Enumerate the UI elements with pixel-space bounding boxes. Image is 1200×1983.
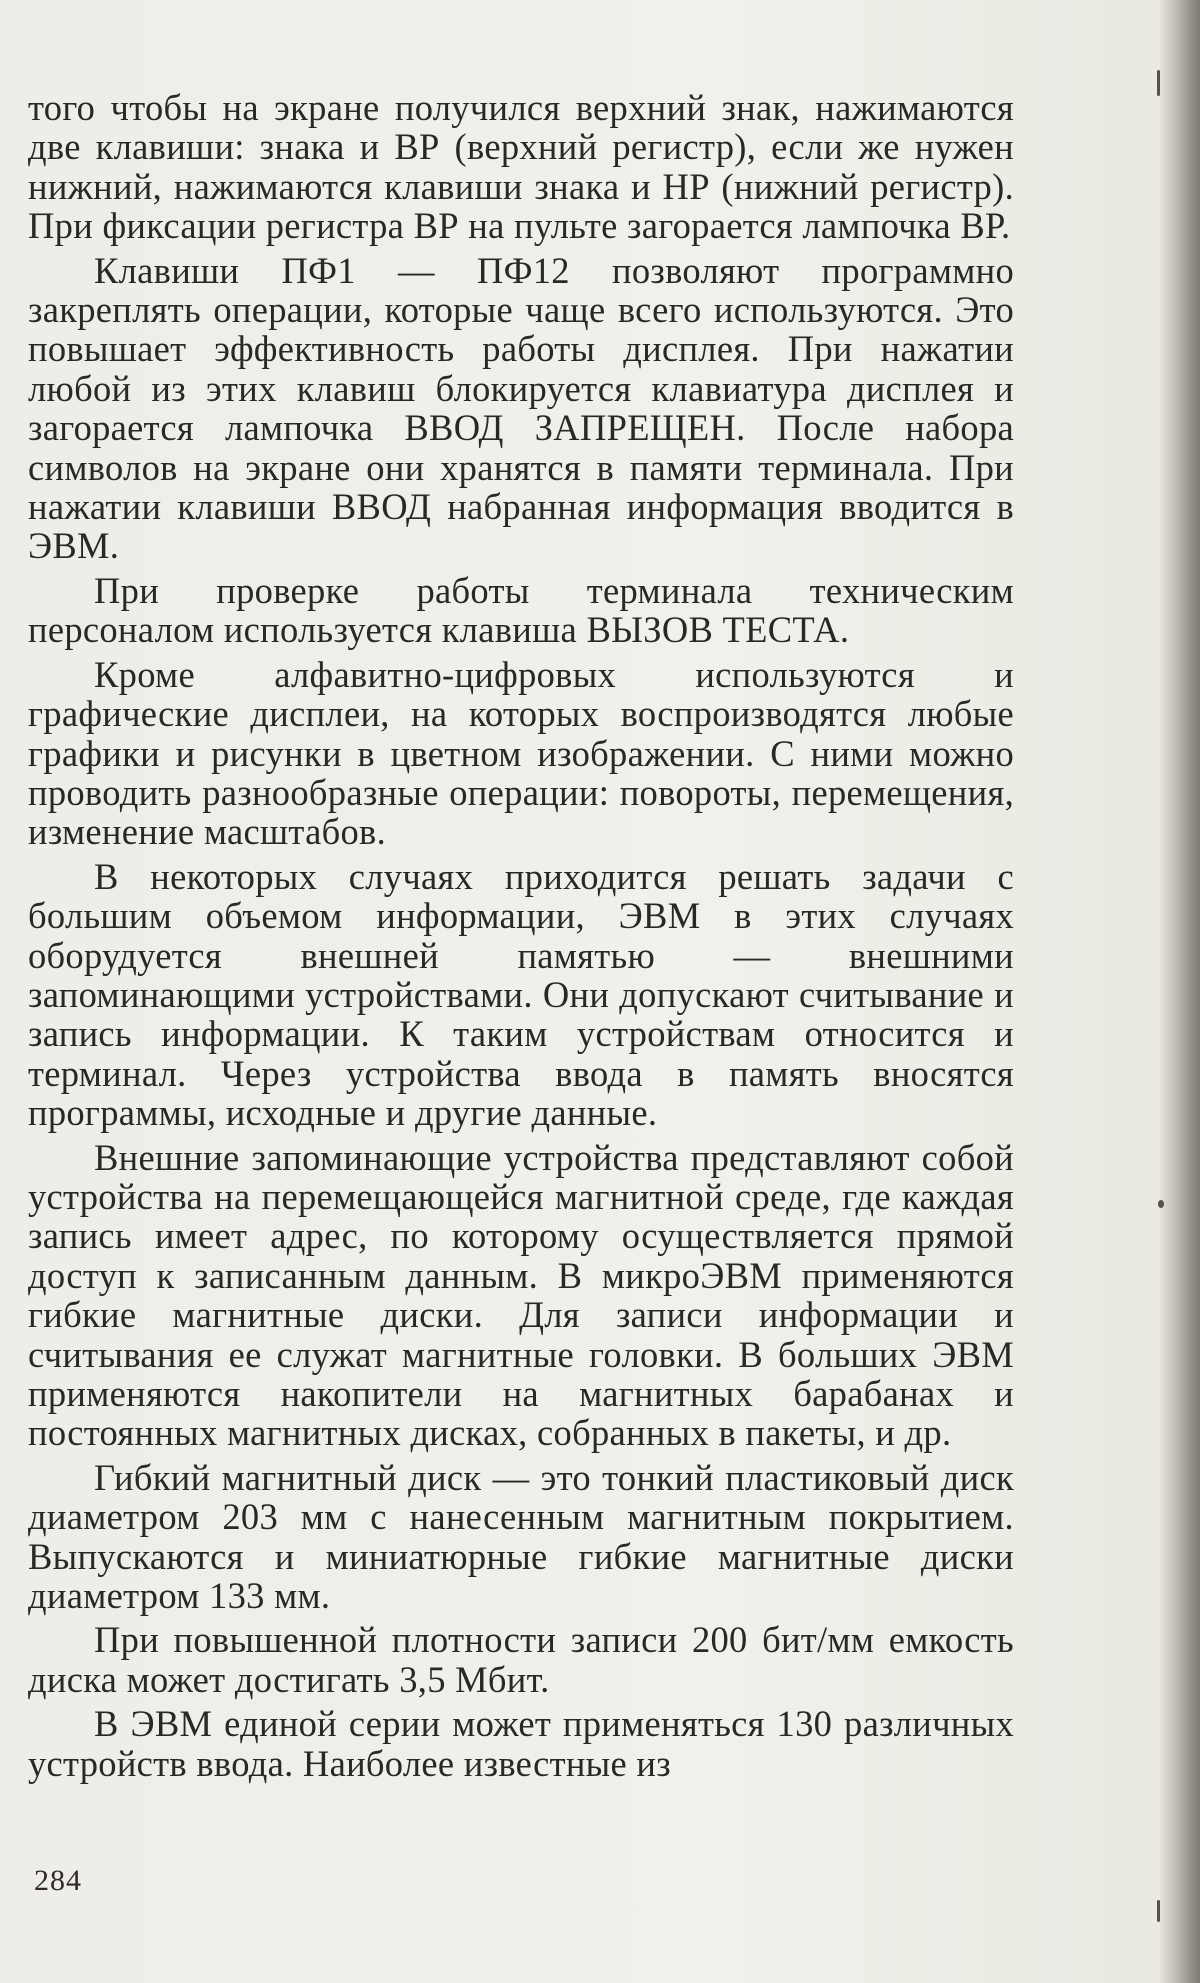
spine-scuff-mark (1157, 70, 1160, 96)
paragraph: При проверке работы терминала техническим персоналом используется клавиша ВЫЗОВ ТЕСТА. (28, 569, 1014, 651)
spine-scuff-mark (1157, 1900, 1160, 1922)
body-text (28, 88, 1014, 1788)
paragraph: В ЭВМ единой серии может применяться 130 различных устройств ввода. Наиболее известные из (28, 1703, 1014, 1784)
paragraph: Внешние запоминающие устройства представляют собой устройства на перемещающейся магнитной среде, где каждая запись имеет адрес, по которому осуществляется прямой доступ к записанным данным. В микроЭВМ применяются гибкие магнитные диски. Для записи информации и считывания ее служат магнитные головки. В больших ЭВМ применяются накопители на магнитных барабанах и постоянных магнитных дисках, собранных в пакеты, и др. (28, 1136, 1014, 1454)
paragraph: При повышенной плотности записи 200 бит/мм емкость диска может достигать 3,5 Мбит. (28, 1619, 1014, 1700)
paragraph: Гибкий магнитный диск — это тонкий пластиковый диск диаметром 203 мм с нанесенным магнитным покрытием. Выпускаются и миниатюрные гибкие магнитные диски диаметром 133 мм. (28, 1456, 1014, 1617)
spine-scuff-mark (1158, 1200, 1164, 1208)
paragraph: Клавиши ПФ1 — ПФ12 позволяют программно закреплять операции, которые чаще всего используются. Это повышает эффективность работы дисплея. При нажатии любой из этих клавиш блокируется клавиатура дисплея и загорается лампочка ВВОД ЗАПРЕЩЕН. После набора символов на экране они хранятся в памяти терминала. При нажатии клавиши ВВОД набранная информация вводится в ЭВМ. (28, 249, 1014, 567)
paragraph: того чтобы на экране получился верхний знак, нажимаются две клавиши: знака и ВР (верхний регистр), если же нужен нижний, нажимаются клавиши знака и НР (нижний регистр). При фиксации регистра ВР на пульте загорается лампочка ВР. (28, 87, 1014, 247)
paragraph: В некоторых случаях приходится решать задачи с большим объемом информации, ЭВМ в этих случаях оборудуется внешней памятью — внешними запоминающими устройствами. Они допускают считывание и запись информации. К таким устройствам относится и терминал. Через устройства ввода в память вносятся программы, исходные и другие данные. (28, 855, 1014, 1134)
page-number: 284 (34, 1864, 82, 1897)
paragraph: Кроме алфавитно-цифровых используются и графические дисплеи, на которых воспроизводятся любые графики и рисунки в цветном изображении. С ними можно проводить разнообразные операции: повороты, перемещения, изменение масштабов. (28, 653, 1014, 853)
page-spine-edge (1160, 0, 1200, 1983)
